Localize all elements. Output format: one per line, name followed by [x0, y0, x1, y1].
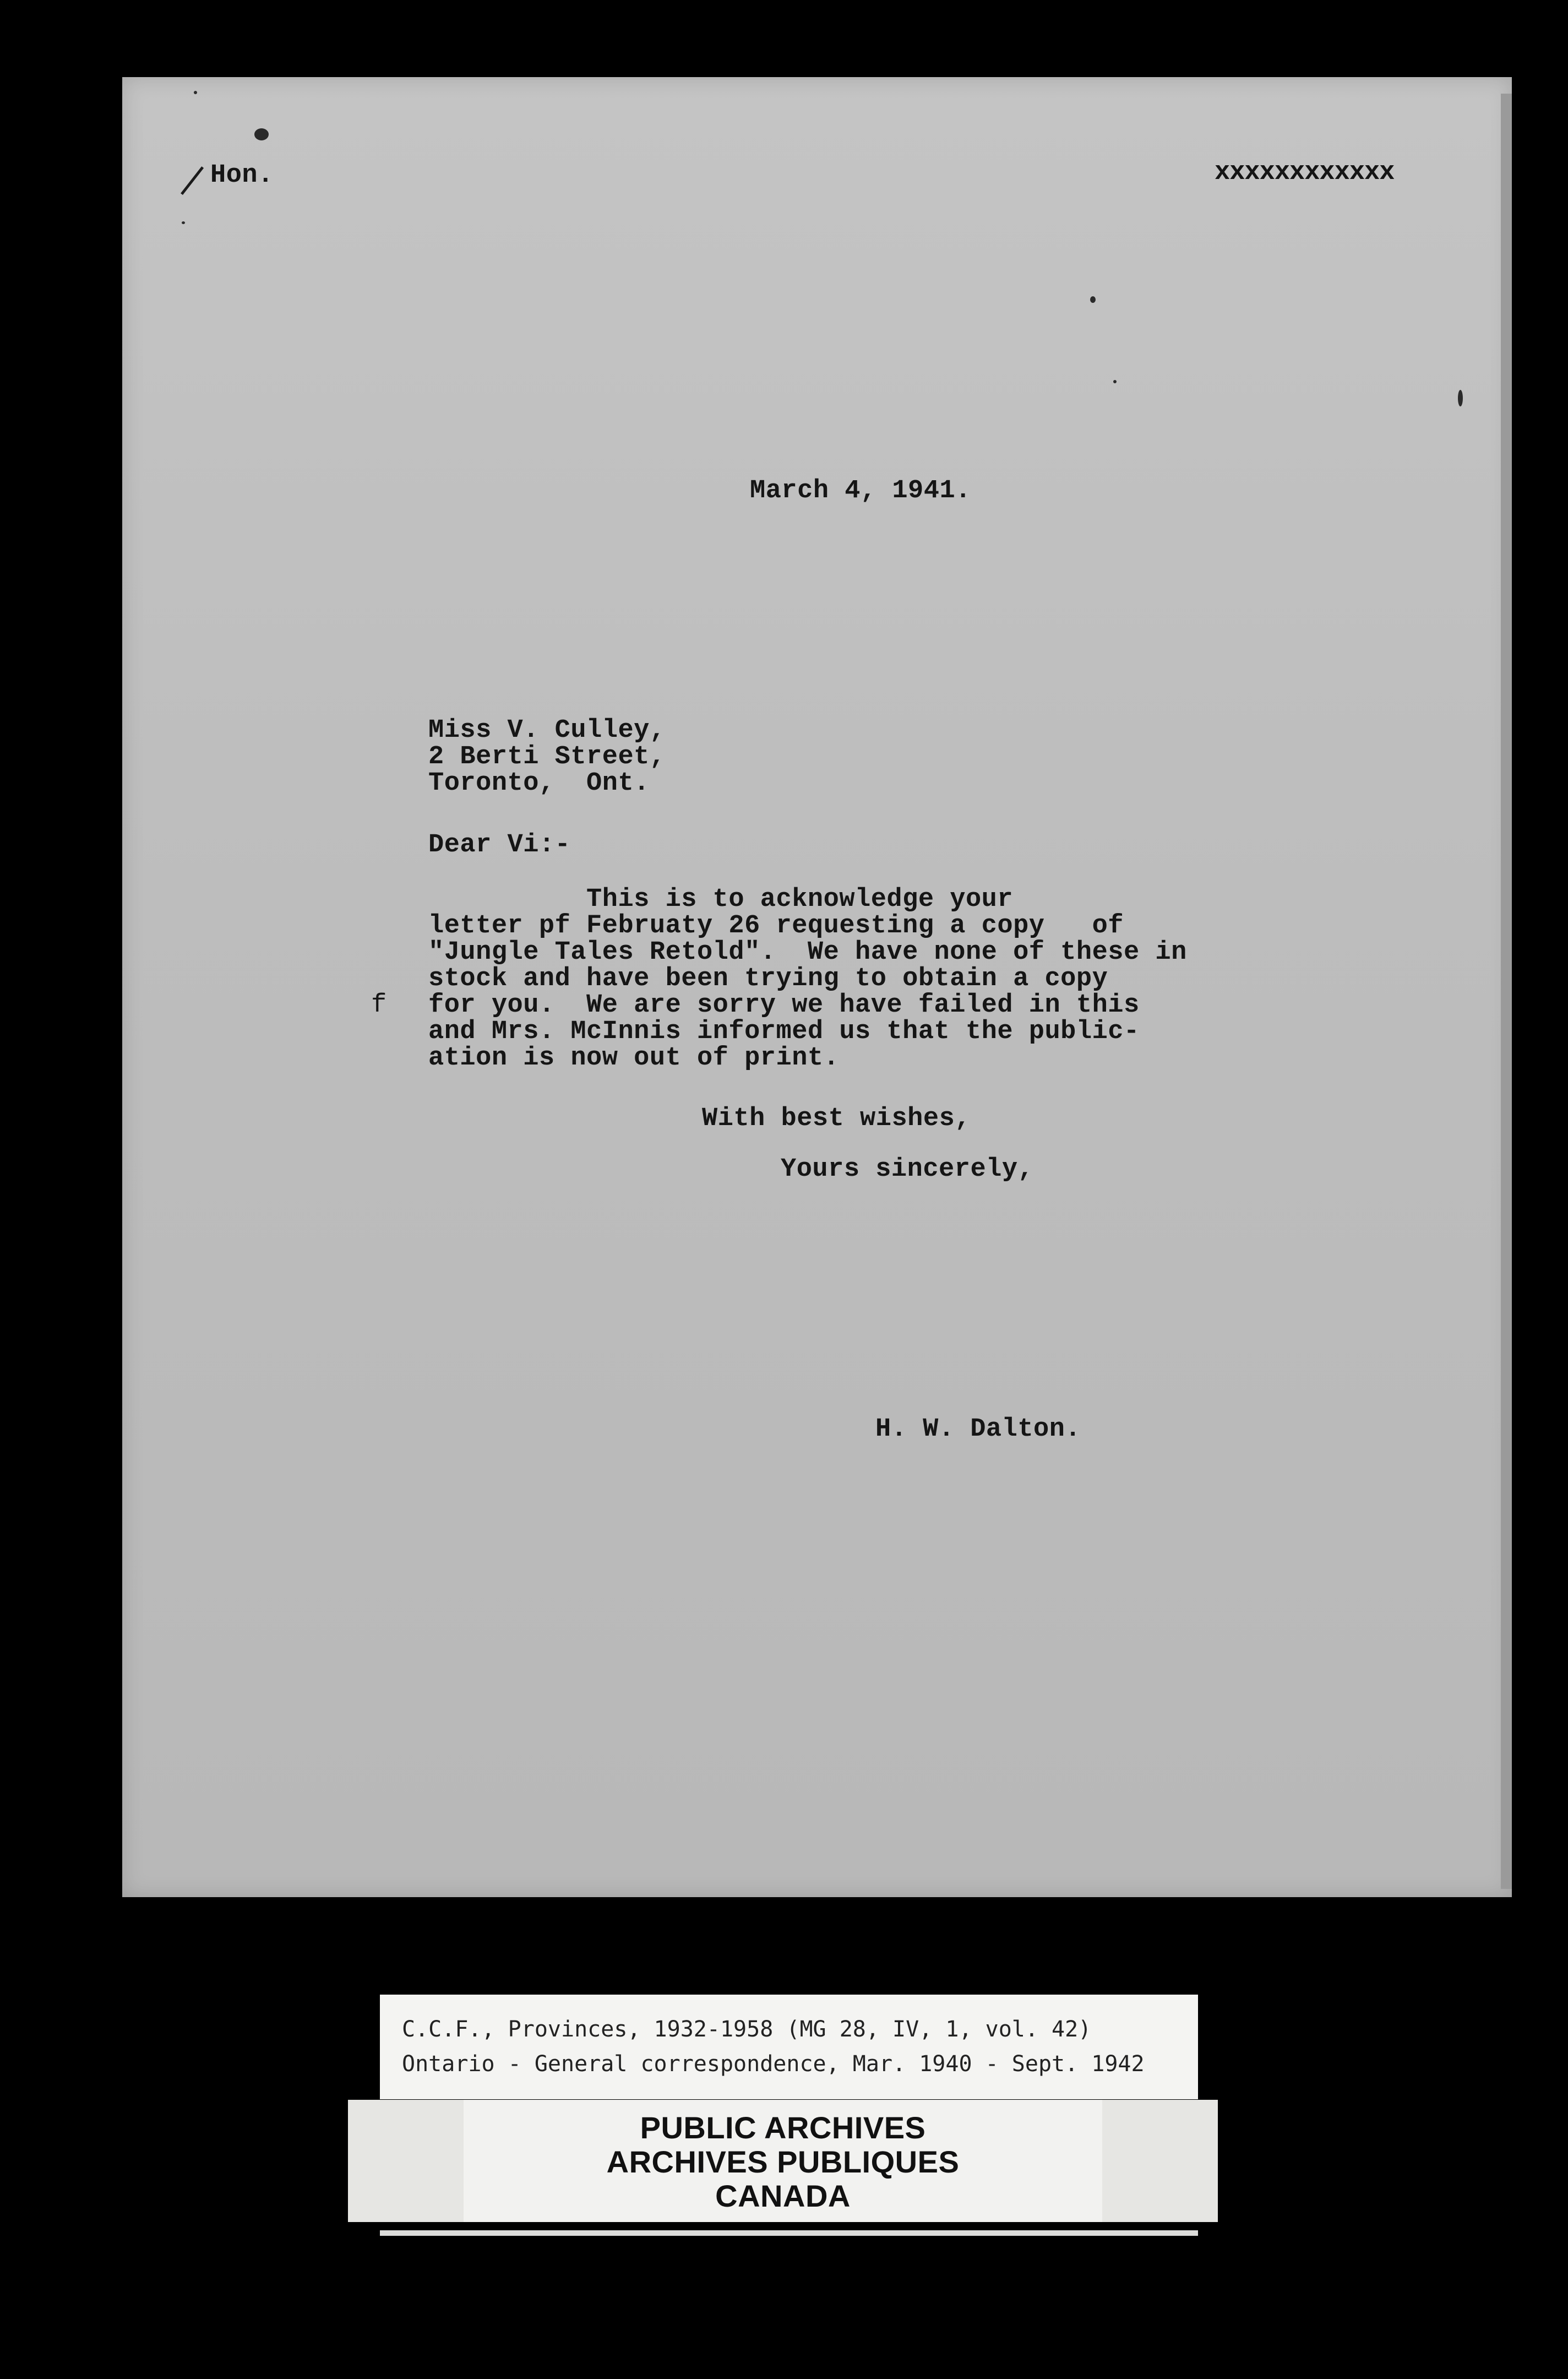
archive-stamp: [348, 2100, 1218, 2222]
body-line: stock and have been trying to obtain a copy: [428, 964, 1108, 993]
stamp-line-3: CANADA: [715, 2179, 851, 2213]
label-bottom-strip: [380, 2230, 1198, 2236]
letter-page: [122, 77, 1512, 1897]
body-line: letter pf Februaty 26 requesting a copy of: [428, 911, 1124, 941]
stamp-panel: [464, 2100, 1102, 2222]
archive-label-line2: Ontario - General correspondence, Mar. 1940 - Sept. 1942: [402, 2051, 1145, 2077]
closing-wishes: With best wishes,: [702, 1104, 971, 1133]
address-line: Miss V. Culley,: [428, 716, 666, 745]
stamp-line-1: PUBLIC ARCHIVES: [640, 2110, 926, 2145]
body-line: "Jungle Tales Retold". We have none of these in: [428, 938, 1187, 967]
letter-date: March 4, 1941.: [750, 476, 971, 506]
ink-speck: [254, 128, 269, 140]
archive-label-line1: C.C.F., Provinces, 1932-1958 (MG 28, IV, 1, vol. 42): [402, 2017, 1092, 2042]
complimentary-close: Yours sincerely,: [781, 1155, 1034, 1184]
body-line: and Mrs. McInnis informed us that the public-: [428, 1017, 1140, 1046]
ink-speck: [1113, 380, 1117, 383]
corner-annotation-right: xxxxxxxxxxxx: [1215, 158, 1395, 187]
stamp-line-2: ARCHIVES PUBLIQUES: [606, 2144, 960, 2179]
ink-speck: [1458, 390, 1463, 406]
body-line: ation is now out of print.: [428, 1044, 840, 1073]
ink-speck: [194, 91, 197, 94]
ink-speck: [1090, 296, 1096, 303]
page-edge: [1501, 94, 1512, 1889]
archive-label: [380, 1995, 1198, 2099]
pen-stroke-mark: [181, 166, 204, 195]
corner-annotation-left: Hon.: [210, 161, 274, 190]
address-line: Toronto, Ont.: [428, 769, 650, 798]
address-line: 2 Berti Street,: [428, 742, 666, 772]
body-line: This is to acknowledge your: [428, 885, 1014, 914]
salutation: Dear Vi:-: [428, 830, 571, 860]
margin-mark: f: [371, 991, 387, 1020]
signature-name: H. W. Dalton.: [875, 1415, 1081, 1444]
ink-speck: [182, 221, 185, 224]
body-line: for you. We are sorry we have failed in this: [428, 991, 1140, 1020]
